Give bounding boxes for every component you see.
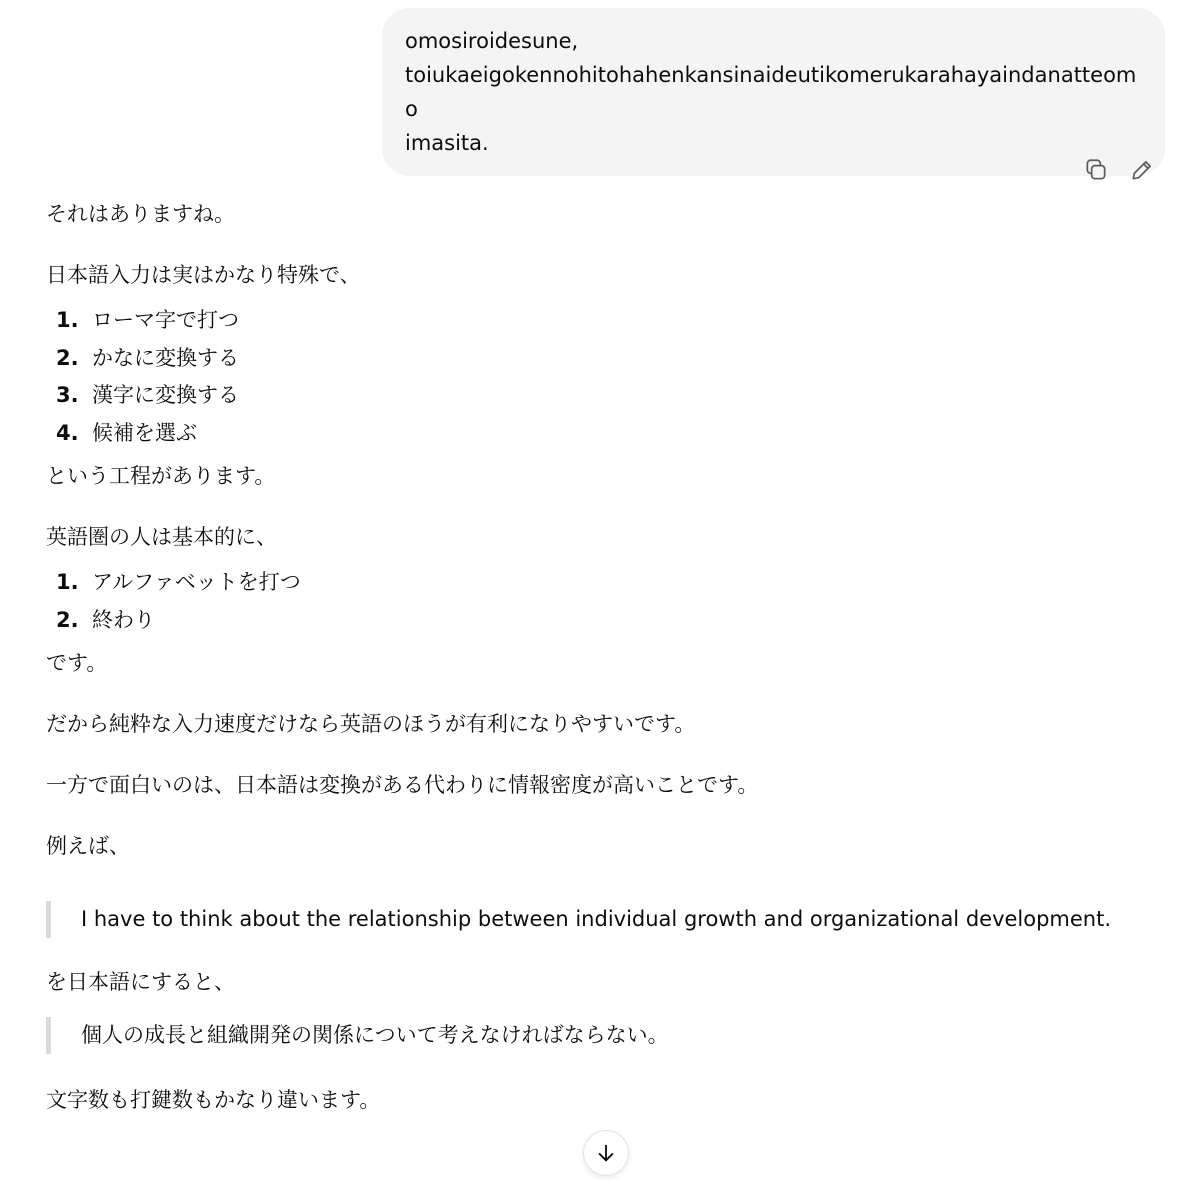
ordered-list	[46, 564, 1156, 639]
user-message-bubble	[382, 8, 1165, 176]
paragraph: 一方で面白いのは、日本語は変換がある代わりに情報密度が高いことです。	[46, 773, 759, 797]
user-message-line: imasita.	[405, 131, 489, 155]
list-text: ローマ字で打つ	[92, 308, 239, 332]
arrow-down-icon	[595, 1142, 617, 1164]
paragraph: 例えば、	[46, 834, 130, 858]
blockquote: I have to think about the relationship between individual growth and organizational development.	[46, 901, 1156, 938]
paragraph: だから純粋な入力速度だけなら英語のほうが有利になりやすいです。	[46, 712, 696, 736]
paragraph: 日本語入力は実はかなり特殊で、	[46, 263, 361, 287]
list-item	[56, 415, 1156, 453]
edit-button[interactable]	[1120, 152, 1164, 188]
list-text: アルファベットを打つ	[92, 570, 301, 594]
paragraph: 文字数も打鍵数もかなり違います。	[46, 1088, 381, 1112]
copy-button[interactable]	[1074, 152, 1118, 188]
user-message-line: toiukaeigokennohitohahenkansinaideutikomerukarahayaindanatteomo	[405, 63, 1137, 121]
list-text: かなに変換する	[92, 345, 239, 370]
list-text: 終わり	[92, 607, 155, 632]
paragraph: を日本語にすると、	[46, 970, 235, 994]
list-item	[56, 564, 1156, 602]
blockquote: 個人の成長と組織開発の関係について考えなければならない。	[46, 1017, 1156, 1054]
list-number: 4.	[56, 420, 79, 445]
ordered-list	[46, 302, 1156, 452]
list-number: 2.	[56, 345, 79, 370]
list-item	[56, 340, 1156, 378]
list-number: 2.	[56, 607, 79, 632]
paragraph: です。	[46, 651, 108, 675]
list-number: 1.	[56, 570, 79, 594]
list-text: 漢字に変換する	[92, 383, 239, 407]
list-item	[56, 602, 1156, 640]
list-number: 3.	[56, 383, 79, 407]
scroll-to-bottom-button[interactable]	[583, 1130, 629, 1176]
pencil-icon	[1129, 157, 1155, 183]
assistant-message	[46, 196, 1156, 1119]
list-text: 候補を選ぶ	[92, 420, 197, 445]
list-item	[56, 377, 1156, 415]
paragraph: それはありますね。	[46, 202, 235, 226]
list-number: 1.	[56, 308, 79, 332]
message-actions	[1074, 152, 1164, 188]
user-message-line: omosiroidesune,	[405, 29, 579, 53]
paragraph: 英語圏の人は基本的に、	[46, 525, 277, 549]
list-item	[56, 302, 1156, 340]
copy-icon	[1083, 157, 1109, 183]
paragraph: という工程があります。	[46, 464, 276, 488]
